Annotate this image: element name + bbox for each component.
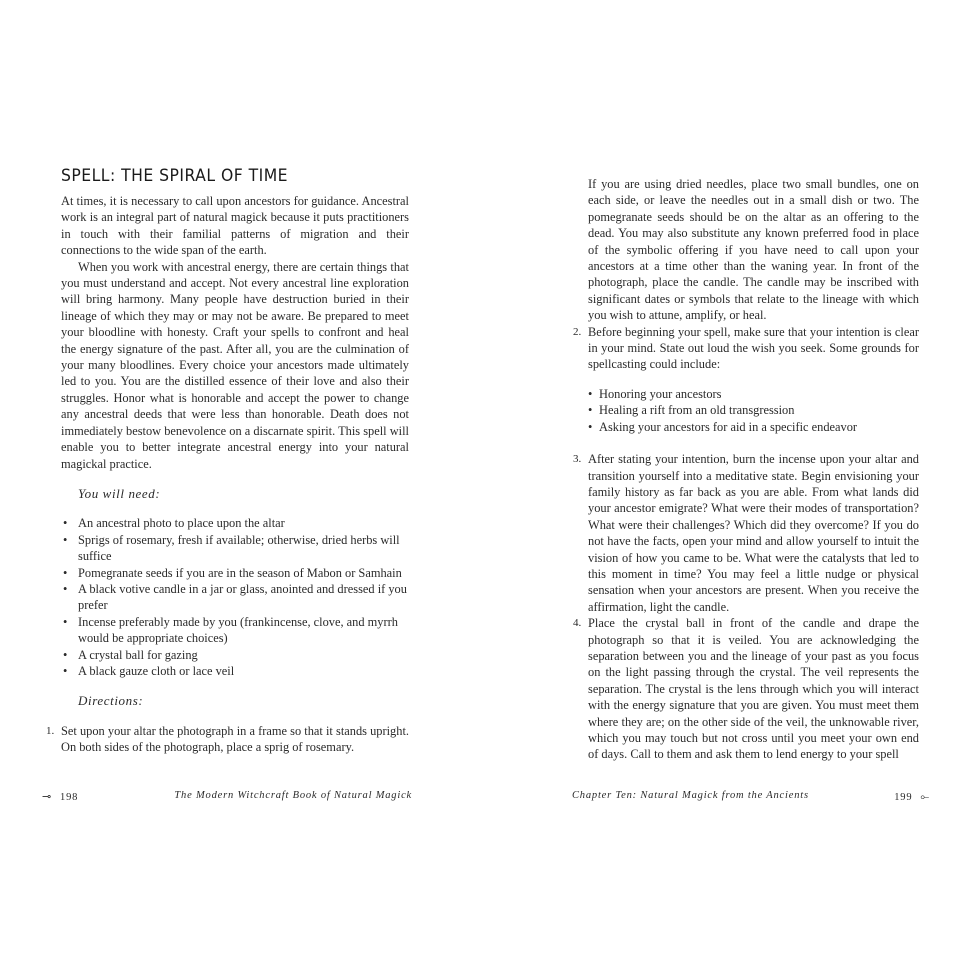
list-item: • A black gauze cloth or lace veil (61, 663, 409, 679)
list-item: • Healing a rift from an old transgression (588, 402, 919, 418)
step-1-continued: If you are using dried needles, place two small bundles, one on each side, or leave the needles out in a small dish or two. The pomegranate seeds should be on the altar as an offering to the dead. You may also substitute any known preferred food in place of the symbolic offering if you have need to call upon your ancestors at a time other than the waning year. In front of the photograph, place the candle. The candle may be inscribed with significant dates or symbols that relate to the lineage with which you wish to attune, amplify, or heal. (588, 177, 919, 323)
ornament-icon: ⊸ (42, 790, 53, 803)
right-folio (894, 790, 938, 804)
right-column (573, 176, 919, 763)
right-page (490, 0, 980, 980)
left-footer (34, 790, 412, 803)
step-text: Set upon your altar the photograph in a frame so that it stands upright. On both sides of the photograph, place a sprig of rosemary. (61, 723, 409, 755)
page-number: 198 (60, 792, 79, 803)
step-text: After stating your intention, burn the incense upon your altar and transition yourself into a meditative state. Begin envisioning your family history as far back as you are able. From what lands did your ancestor emigrate? What were their modes of transportation? What were their challenges? Which did they overcome? If you do not have the facts, open your mind and allow yourself to intuit the vision of how you came to be. What were the catalysts that led to this moment in time? You may feel a little nudge or physical sensation when your ancestors are present. When you receive the affirmation, light the candle. (588, 452, 919, 614)
list-item: • A crystal ball for gazing (61, 647, 409, 663)
you-will-need-heading: You will need: (78, 485, 161, 501)
list-item: • Incense preferably made by you (frankincense, clove, and myrrh would be appropriate choices) (61, 614, 409, 647)
list-item: • An ancestral photo to place upon the altar (61, 515, 409, 531)
intro-paragraph: At times, it is necessary to call upon ancestors for guidance. Ancestral work is an integral part of natural magick because it puts practitioners in touch with their familial patterns of migration and their connections to the wide span of the earth. (61, 194, 409, 258)
step-4 (573, 615, 919, 763)
directions-heading: Directions: (78, 693, 144, 709)
step-text: Before beginning your spell, make sure that your intention is clear in your mind. State out loud the wish you seek. Some grounds for spellcasting could include: (588, 324, 919, 372)
list-item: • Sprigs of rosemary, fresh if available; otherwise, dried herbs will suffice (61, 532, 409, 565)
list-item: • Honoring your ancestors (588, 386, 919, 402)
spell-title: SPELL: THE SPIRAL OF TIME (61, 166, 288, 186)
step-number: 3. (573, 453, 582, 466)
ancestral-energy-paragraph: When you work with ancestral energy, there are certain things that you must understand and accept. Not every ancestral line exploration will bring harmony. Many people have destruction buried in their lineage of which they may or may not be aware. Be prepared to meet your bloodline with honesty. Craft your spells to confront and heal the energy signature of the past. After all, you are the culmination of your many bloodlines. Every choice your ancestors made ultimately led to you. You are the distilled essence of their love and also their struggles. Honor what is honorable and accept the power to change any ancestral deeds that were less than honorable. Death does not immediately bestow benevolence on a discarnate spirit. This spell will enable you to better integrate ancestral energy into your natural magickal practice. (61, 259, 409, 471)
step-number: 1. (46, 724, 55, 737)
book-title: The Modern Witchcraft Book of Natural Magick (174, 790, 412, 801)
ingredients-list (61, 515, 409, 679)
ornament-icon: ⟜ (920, 790, 930, 803)
list-item: • A black votive candle in a jar or glass, anointed and dressed if you prefer (61, 581, 409, 614)
page-number: 199 (894, 792, 913, 803)
left-folio (34, 790, 78, 803)
right-footer (572, 790, 938, 804)
step-2 (573, 324, 919, 373)
step-text: Place the crystal ball in front of the candle and drape the photograph so that it is veiled. You are acknowledging the separation between you and the lineage of your past as you focus on the light passing through the crystal. The veil represents the separation. The crystal is the lens through which you will interact with the energy signature that you are given. You must meet them where they are; on the other side of the veil, the unknowable river, which you may touch but not cross until you meet your own end of days. Call to them and ask them to lend energy to your spell (588, 616, 919, 762)
step-number: 4. (573, 617, 582, 630)
list-item: • Asking your ancestors for aid in a specific endeavor (588, 419, 919, 435)
left-column (46, 193, 409, 756)
step-1 (46, 723, 409, 756)
step-3 (573, 451, 919, 615)
grounds-list (588, 386, 919, 435)
list-item: • Pomegranate seeds if you are in the season of Mabon or Samhain (61, 565, 409, 581)
step-number: 2. (573, 325, 582, 338)
chapter-title: Chapter Ten: Natural Magick from the Ancients (572, 790, 809, 801)
